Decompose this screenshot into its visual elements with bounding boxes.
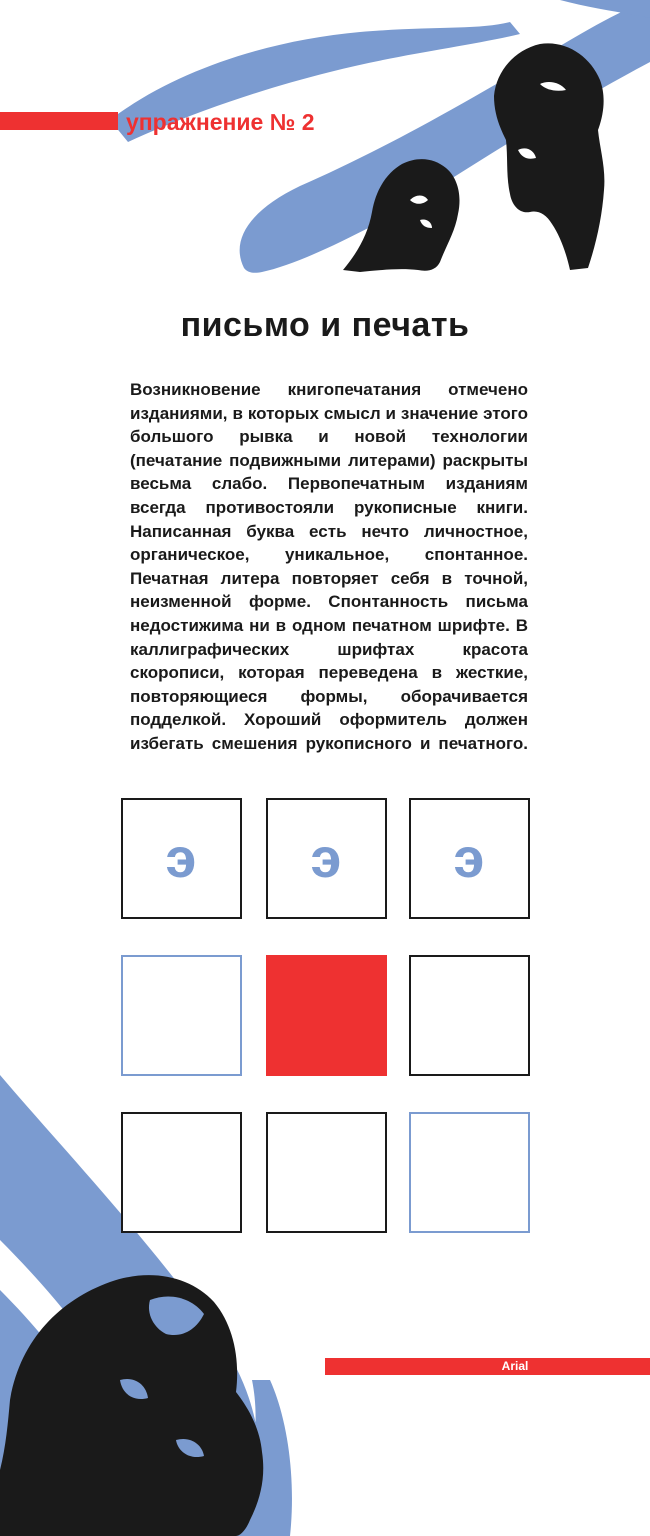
grid-cell-1[interactable] xyxy=(121,798,242,919)
grid-cell-8[interactable] xyxy=(266,1112,387,1233)
letter-glyph-3: э xyxy=(453,826,485,889)
grid-cell-9[interactable] xyxy=(409,1112,530,1233)
header-accent-bar xyxy=(0,112,118,130)
exercise-grid xyxy=(121,798,531,1234)
grid-cell-3[interactable] xyxy=(409,798,530,919)
statue-head-bottom xyxy=(0,1275,263,1536)
font-name-label: Arial xyxy=(501,1359,529,1373)
body-paragraph: Возникновение книгопечатания отмечено изданиями, в которых смысл и значение этого большого рывка и новой технологии (печатание подвижными литерами) раскрыты весьма слабо. Первопечатным изданиям всегда противостояли рукописные книги. Написанная буква есть нечто личностное, органическое, уникальное, спонтанное. Печатная литера повторяет себя в точной, неизменной форме. Спонтанность письма недостижима ни в одном печатном шрифте. В каллиграфических шрифтах красота скорописи, которая переведена в жесткие, повторяющиеся формы, оборачивается подделкой. Хороший оформитель должен избегать смешения рукописного и печатного. xyxy=(130,380,528,753)
grid-cell-5[interactable] xyxy=(266,955,387,1076)
letter-glyph-1: э xyxy=(165,826,197,889)
page-title: письмо и печать xyxy=(180,306,470,344)
exercise-label: упражнение № 2 xyxy=(126,109,315,135)
grid-cell-6[interactable] xyxy=(409,955,530,1076)
grid-cell-4[interactable] xyxy=(121,955,242,1076)
grid-cell-2[interactable] xyxy=(266,798,387,919)
grid-cell-7[interactable] xyxy=(121,1112,242,1233)
letter-glyph-2: э xyxy=(310,826,342,889)
statue-head-top-right xyxy=(494,43,604,270)
